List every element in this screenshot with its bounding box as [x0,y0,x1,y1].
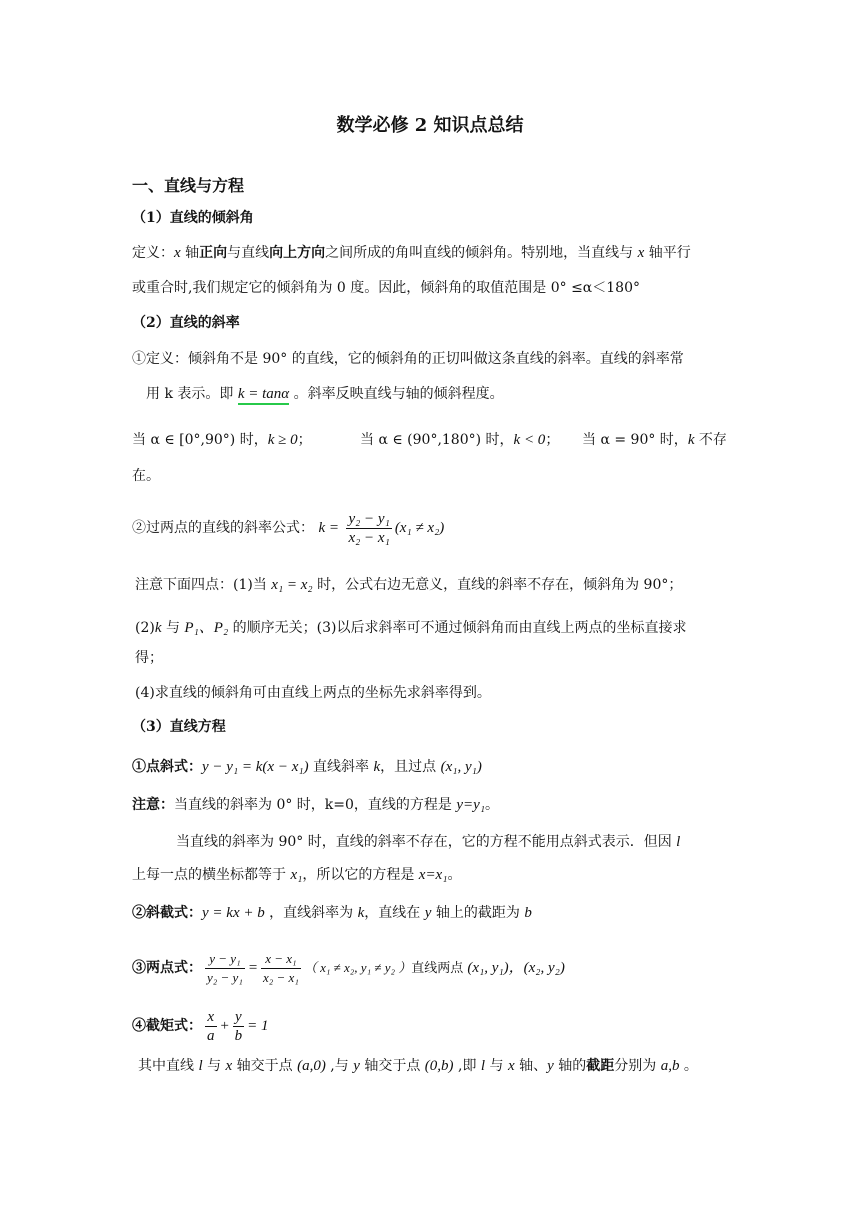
note-point-1 [135,575,682,595]
text: 与 [202,1058,226,1074]
fraction-right [261,950,301,987]
intercept-form [132,1006,269,1046]
form-label: ③两点式： [132,960,202,976]
math-k-equals: k = [318,520,339,536]
fraction-denominator: x₂ − x₁ [348,529,390,546]
fraction-y-over-b [233,1008,245,1045]
point-slope-note-1 [132,795,499,815]
math-points: (x₁, y₁)，(x₂, y₂) [467,960,565,976]
point-slope-form [132,757,482,777]
math-condition: （ x₁ ≠ x₂, y₁ ≠ y₂ ） [303,960,412,975]
text: ,即 [453,1058,481,1074]
form-label: ①点斜式： [132,759,202,775]
math: x=x₁ [418,867,448,883]
text: ； [545,432,560,448]
form-label: ④截矩式： [132,1018,202,1034]
text: 当 α = 90° 时， [582,432,688,448]
text: 。 [679,1058,698,1074]
slope-case-3 [582,430,727,450]
text: 轴的 [553,1058,587,1074]
text: 分别为 [614,1058,661,1074]
text: 轴上的截距为 [431,905,525,921]
text: 时，公式右边无意义，直线的斜率不存在，倾斜角为 90°； [312,577,683,593]
text: 与直线 [227,245,270,261]
math: k [154,620,162,636]
fraction-numerator: x [205,1008,217,1027]
subheading-slope: （2）直线的斜率 [132,315,240,331]
text: 其中直线 [138,1058,199,1074]
math: k [687,432,695,448]
text: 上每一点的横坐标都等于 [132,867,291,883]
definition-inclination-line1 [132,243,691,263]
text: 注意下面四点：(1)当 [135,577,272,593]
math: l [480,1058,486,1074]
text: 不存 [694,432,727,448]
text: 轴 [180,245,200,261]
text: ，直线在 [364,905,425,921]
math: (a,0) [297,1058,326,1074]
text: 之间所成的角叫直线的倾斜角。特别地，当直线与 [325,245,638,261]
math: k [373,759,381,775]
text: 用 k 表示。即 [146,386,238,402]
math-x: x [174,245,181,261]
slope-intercept-form [132,903,532,923]
text: ,与 [325,1058,354,1074]
point-slope-note-3 [132,865,461,885]
text: (2) [135,620,155,636]
math: y=y₁ [456,797,486,813]
slope-definition-line2 [146,384,504,404]
text: 当 α ∈ [0°,90°) 时， [132,432,268,448]
text: 轴交于点 [232,1058,298,1074]
math: (x₁, y₁) [440,759,482,775]
math: y [547,1058,554,1074]
two-point-slope-formula [132,508,444,548]
math: x [507,1058,515,1074]
math: k [357,905,365,921]
slope-fraction [346,510,391,547]
fraction-numerator: x − x₁ [261,950,301,969]
math: l [198,1058,203,1074]
math-formula: y = kx + b [202,905,265,921]
text: 与 [485,1058,508,1074]
fraction-left [205,950,245,987]
fraction-denominator: a [207,1027,215,1044]
math: k < 0 [513,432,546,448]
math-x: x [637,245,645,261]
math: x₁ = x₂ [271,577,313,593]
intercept-explanation [138,1056,698,1076]
text: 定义： [132,245,174,261]
note-point-4: (4)求直线的倾斜角可由直线上两点的坐标先求斜率得到。 [135,685,491,701]
math-equals-one: = 1 [247,1018,269,1034]
formula-k-tan-alpha: k = tanα [238,386,289,405]
note-point-2-3 [135,618,686,638]
text: ，所以它的方程是 [302,867,419,883]
math: (0,b) [424,1058,454,1074]
math-equals: = [247,960,258,976]
slope-definition-line1: ①定义：倾斜角不是 90° 的直线，它的倾斜角的正切叫做这条直线的斜率。直线的斜率常 [132,351,684,367]
two-point-form [132,948,565,989]
text: 直线两点 [411,961,468,976]
math-condition: (x₁ ≠ x₂) [394,520,445,536]
text: ②过两点的直线的斜率公式： [132,520,314,536]
math-plus: + [219,1018,230,1034]
fraction-x-over-a [205,1008,217,1045]
text: 。 [447,867,462,883]
text: 当 α ∈ (90°,180°) 时， [360,432,514,448]
fraction-denominator: y₂ − y₁ [207,970,243,985]
math: P₁、P₂ [184,620,229,636]
text: 与 [161,620,185,636]
note-label: 注意： [132,797,174,813]
math: y [353,1058,360,1074]
slope-case-1 [132,430,312,450]
math: x₁ [290,867,303,883]
bold-text: 正向 [199,245,228,261]
subheading-inclination-angle: （1）直线的倾斜角 [132,210,254,226]
math: a,b [660,1058,680,1074]
text: 。斜率反映直线与轴的倾斜程度。 [289,386,504,402]
math-formula: y − y₁ = k(x − x₁) [202,759,309,775]
fraction-denominator: b [234,1027,243,1044]
subheading-line-equations: （3）直线方程 [132,719,226,735]
math: l [676,834,681,850]
section-heading-lines-equations: 一、直线与方程 [132,176,245,195]
fraction-numerator: y [233,1008,245,1027]
text: 当直线的斜率为 0° 时，k=0，直线的方程是 [174,797,457,813]
note-point-3-continuation: 得； [135,650,163,666]
text: 轴、 [514,1058,548,1074]
fraction-numerator: y − y₁ [205,950,245,969]
definition-inclination-line2: 或重合时,我们规定它的倾斜角为 0 度。因此，倾斜角的取值范围是 0° ≤α＜180° [132,280,640,296]
page-title: 数学必修 2 知识点总结 [336,115,524,136]
fraction-denominator: x₂ − x₁ [262,970,299,985]
math: k ≥ 0 [267,432,298,448]
text: ，直线斜率为 [264,905,358,921]
form-label: ②斜截式： [132,905,202,921]
text: 轴平行 [644,245,691,261]
math: b [524,905,532,921]
text: 轴交于点 [359,1058,425,1074]
text: ，且过点 [380,759,441,775]
slope-case-2 [360,430,559,450]
text: 当直线的斜率为 90° 时，直线的斜率不存在，它的方程不能用点斜式表示．但因 [176,834,677,850]
text: 的顺序无关；(3)以后求斜率可不通过倾斜角而由直线上两点的坐标直接求 [228,620,687,636]
bold-text: 截距 [586,1058,615,1074]
slope-case-continuation: 在。 [132,468,160,484]
text: 。 [485,797,500,813]
math: y [424,905,432,921]
text: ； [297,432,312,448]
bold-text: 向上方向 [269,245,326,261]
fraction-numerator: y₂ − y₁ [348,510,390,527]
math: x [225,1058,233,1074]
point-slope-note-2 [176,832,680,852]
text: 直线斜率 [308,759,374,775]
